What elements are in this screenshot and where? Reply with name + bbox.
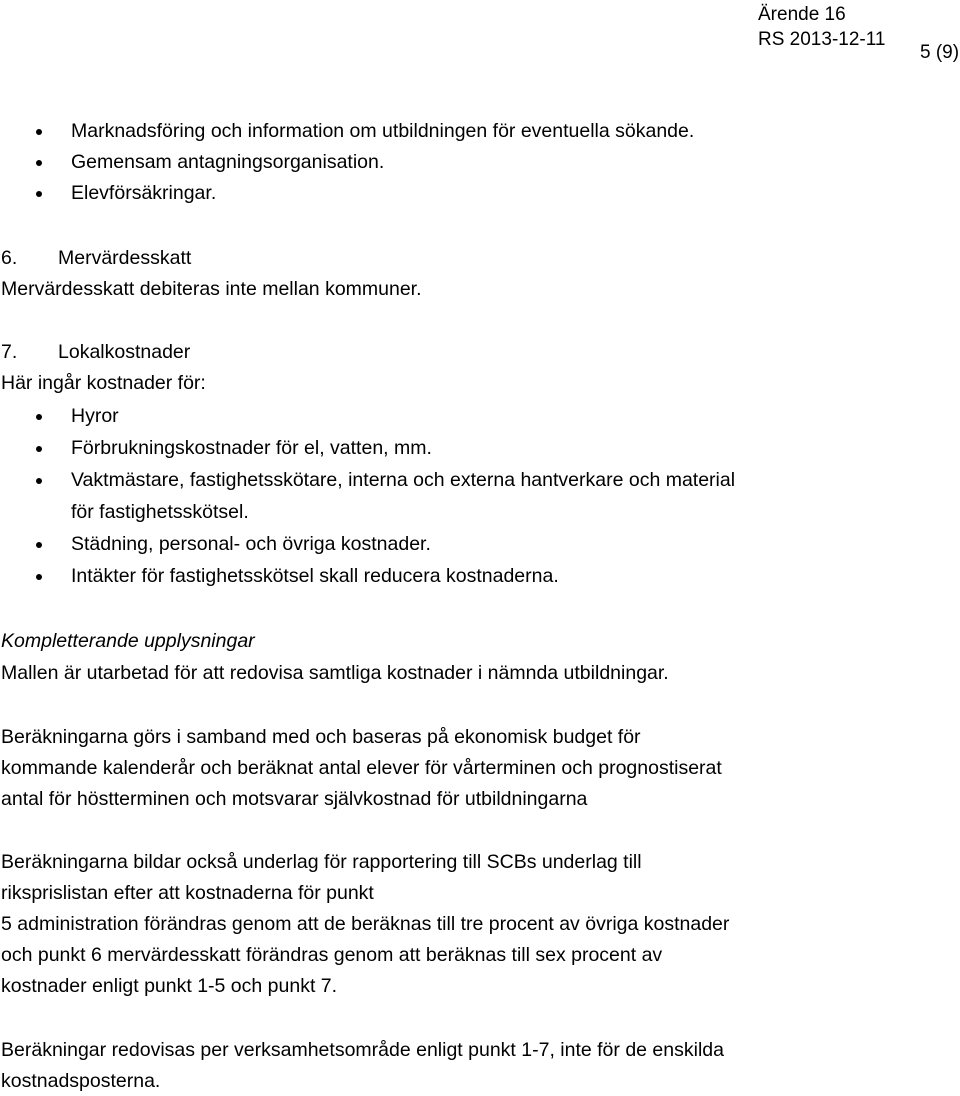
bullet-icon [36,446,42,452]
section-7-title: Lokalkostnader [58,341,191,363]
list-item: Marknadsföring och information om utbildningen för eventuella sökande. [71,120,695,142]
bullet-icon [36,574,42,580]
paragraph-1-line: antal för höstterminen och motsvarar självkostnad för utbildningarna [1,788,588,810]
kompletterande-title: Kompletterande upplysningar [1,630,255,652]
section-6-number: 6. [1,247,18,269]
paragraph-2-line: kostnader enligt punkt 1-5 och punkt 7. [1,975,338,997]
bullet-icon [36,414,42,420]
list-item: Intäkter för fastighetsskötsel skall reducera kostnaderna. [71,565,559,587]
paragraph-1-line: Beräkningarna görs i samband med och baseras på ekonomisk budget för [1,726,641,748]
paragraph-2-line: Beräkningarna bildar också underlag för rapportering till SCBs underlag till [1,851,642,873]
bullet-icon [36,191,42,197]
header-rs-date: RS 2013-12-11 [758,29,886,50]
bullet-icon [36,160,42,166]
list-item: Vaktmästare, fastighetsskötare, interna och externa hantverkare och material [71,469,736,491]
section-7-intro: Här ingår kostnader för: [1,372,206,394]
paragraph-2-line: riksprislistan efter att kostnaderna för punkt [1,882,374,904]
header-page-number: 5 (9) [920,42,960,63]
bullet-icon [36,542,42,548]
list-item: Gemensam antagningsorganisation. [71,151,385,173]
paragraph-2-line: och punkt 6 mervärdesskatt förändras genom att beräknas till sex procent av [1,944,663,966]
list-item-continuation: för fastighetsskötsel. [71,501,249,523]
list-item: Förbrukningskostnader för el, vatten, mm. [71,437,432,459]
paragraph-3-line: kostnadsposterna. [1,1070,161,1092]
paragraph-3-line: Beräkningar redovisas per verksamhetsområde enligt punkt 1-7, inte för de enskilda [1,1039,724,1061]
paragraph-2-line: 5 administration förändras genom att de beräknas till tre procent av övriga kostnader [1,913,730,935]
header-arende: Ärende 16 [758,4,846,25]
section-7-number: 7. [1,341,18,363]
list-item: Städning, personal- och övriga kostnader. [71,533,431,555]
list-item: Hyror [71,405,119,427]
paragraph-1-line: kommande kalenderår och beräknat antal elever för vårterminen och prognostiserat [1,757,722,779]
list-item: Elevförsäkringar. [71,182,217,204]
section-6-title: Mervärdesskatt [58,247,192,269]
kompletterande-text: Mallen är utarbetad för att redovisa samtliga kostnader i nämnda utbildningar. [1,662,669,684]
bullet-icon [36,478,42,484]
bullet-icon [36,129,42,135]
section-6-text: Mervärdesskatt debiteras inte mellan kommuner. [1,278,422,300]
